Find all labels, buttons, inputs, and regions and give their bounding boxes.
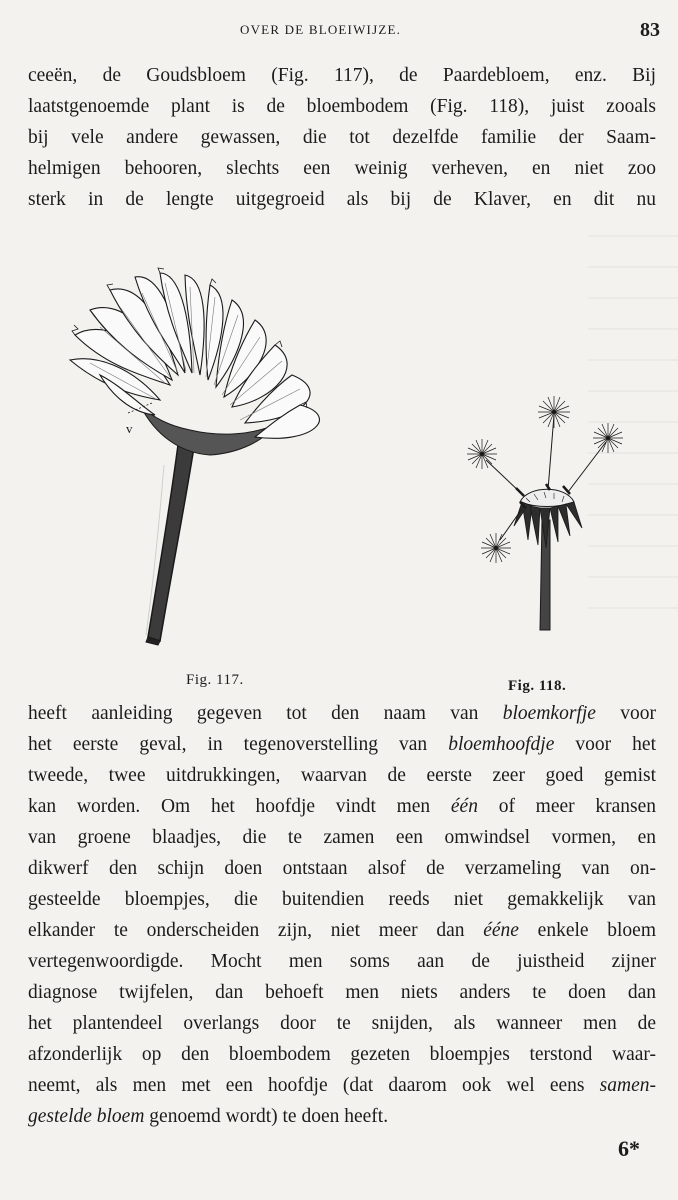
figure-117-caption: Fig. 117. <box>186 672 244 688</box>
italic-term: ééne <box>483 920 519 941</box>
paragraph-top <box>28 60 656 215</box>
text-line: van groene blaadjes, die te zamen een omwindsel vormen, en <box>28 827 656 848</box>
text-line: tweede, twee uitdrukkingen, waarvan de eerste zeer goed gemist <box>28 765 656 786</box>
page-number: 83 <box>640 19 660 41</box>
text-line: helmigen behooren, slechts een weinig verheven, en niet zoo <box>28 158 656 179</box>
text-line: dikwerf den schijn doen ontstaan alsof de verzameling van on- <box>28 858 656 879</box>
running-title: OVER DE BLOEIWIJZE. <box>240 22 402 37</box>
text-line: het plantendeel overlangs door te snijden, als wanneer men de <box>28 1013 656 1034</box>
text-line: vertegenwoordigde. Mocht men soms aan de juistheid zijner <box>28 951 656 972</box>
running-head <box>0 19 678 46</box>
italic-term: één <box>450 796 478 817</box>
text-line: bij vele andere gewassen, die tot dezelfde familie der Saam- <box>28 127 656 148</box>
sheet-signature: 6* <box>618 1136 640 1161</box>
figure-118-dandelion-illustration <box>458 390 638 635</box>
text-line: neemt, als men met een hoofdje (dat daarom ook wel eens samen- <box>28 1075 656 1096</box>
text-line: gestelde bloem genoemd wordt) te doen heeft. <box>28 1106 389 1127</box>
text-line: elkander te onderscheiden zijn, niet meer dan ééne enkele bloem <box>28 920 657 941</box>
italic-term: bloemhoofdje <box>448 734 555 755</box>
text-line: gesteelde bloempjes, die buitendien reeds niet gemakkelijk van <box>28 889 656 910</box>
text-line: kan worden. Om het hoofdje vindt men één of meer kransen <box>28 796 657 817</box>
italic-term: samen- <box>599 1075 656 1096</box>
text-line: ceeën, de Goudsbloem (Fig. 117), de Paardebloem, enz. Bij <box>28 65 656 86</box>
figure-117-label: v <box>126 421 133 436</box>
figure-118-caption: Fig. 118. <box>508 678 567 694</box>
text-line: laatstgenoemde plant is de bloembodem (Fig. 118), juist zooals <box>28 96 656 117</box>
italic-term: gestelde bloem <box>28 1106 145 1127</box>
text-line: sterk in de lengte uitgegroeid als bij de Klaver, en dit nu <box>28 189 656 210</box>
text-line: heeft aanleiding gegeven tot den naam van bloemkorfje voor <box>28 703 657 724</box>
italic-term: bloemkorfje <box>502 703 596 724</box>
paragraph-bottom <box>28 698 656 1132</box>
text-line: afzonderlijk op den bloembodem gezeten bloempjes terstond waar- <box>28 1044 656 1065</box>
text-line: diagnose twijfelen, dan behoeft men niets anders te doen dan <box>28 982 656 1003</box>
figure-117-marigold-illustration <box>60 265 360 650</box>
text-line: het eerste geval, in tegenoverstelling van bloemhoofdje voor het <box>28 734 656 755</box>
